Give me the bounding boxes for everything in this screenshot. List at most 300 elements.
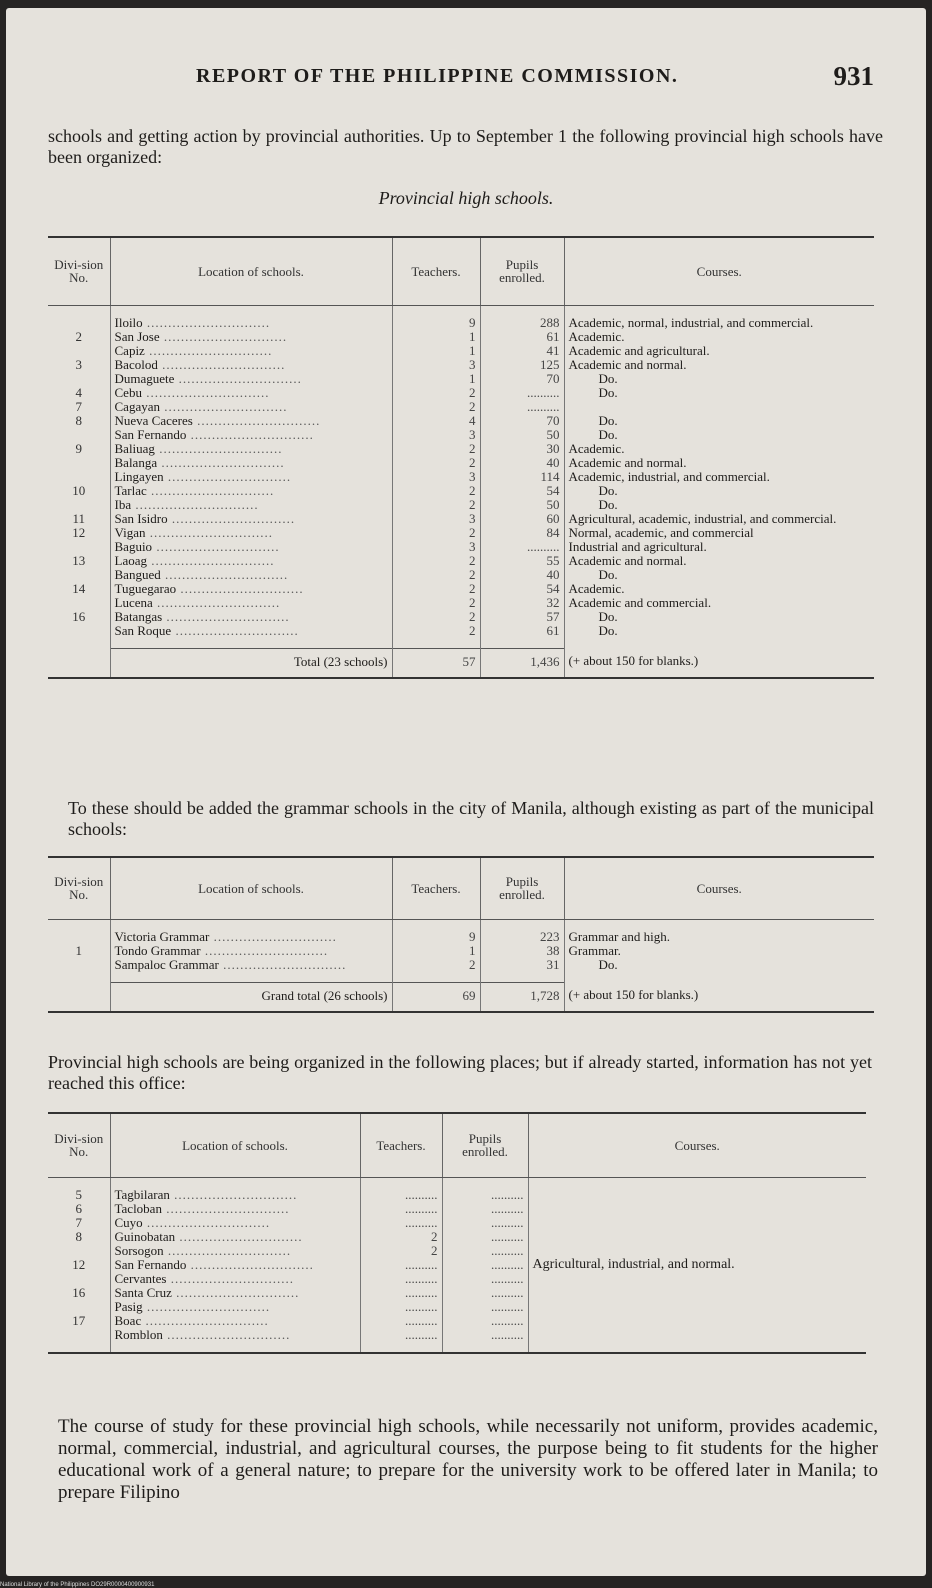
col-header-location: Location of schools. <box>110 1113 360 1177</box>
col-header-pupils: Pupils enrolled. <box>480 857 564 919</box>
leader-dots: ............................. <box>186 1257 314 1272</box>
table-row <box>48 330 874 344</box>
leader-dots: ............................. <box>152 595 281 610</box>
leader-dots: ............................. <box>152 539 280 554</box>
pupils-enrolled: 61 <box>480 330 564 344</box>
table-row <box>48 358 874 372</box>
location-name: Nueva Caceres <box>114 413 193 428</box>
location-name: Iba <box>114 497 132 512</box>
courses-description: Academic, industrial, and commercial. <box>564 470 874 484</box>
pupils-enrolled: 40 <box>480 456 564 470</box>
table-row <box>48 414 874 428</box>
leader-dots: ............................. <box>209 929 337 944</box>
leader-dots: ............................. <box>175 1229 303 1244</box>
leader-dots: ............................. <box>146 483 275 498</box>
courses-description: Grammar and high. <box>564 930 874 944</box>
division-number: 5 <box>75 1187 82 1202</box>
pupils-enrolled: 70 <box>480 414 564 428</box>
courses-description: Academic and agricultural. <box>564 344 874 358</box>
location-name: Cuyo <box>114 1215 143 1230</box>
teachers-count: 2 <box>392 456 480 470</box>
pupils-enrolled: .......... <box>442 1272 528 1286</box>
school-location <box>110 316 392 330</box>
location-name: Guinobatan <box>114 1229 176 1244</box>
provincial-high-schools-table <box>48 236 874 679</box>
pupils-enrolled: 288 <box>480 316 564 330</box>
total-row <box>48 982 874 1012</box>
courses-description: Academic. <box>564 582 874 596</box>
location-name: Bangued <box>114 567 161 582</box>
courses-description: Academic. <box>564 330 874 344</box>
table-row <box>48 442 874 456</box>
table-row <box>48 428 874 442</box>
table-row <box>48 958 874 972</box>
teachers-count: 1 <box>392 330 480 344</box>
leader-dots: ............................. <box>157 357 286 372</box>
location-name: Laoag <box>114 553 147 568</box>
teachers-count: 2 <box>392 484 480 498</box>
table-row <box>48 582 874 596</box>
leader-dots: ............................. <box>162 1327 291 1342</box>
school-location <box>110 512 392 526</box>
division-number <box>48 1328 110 1342</box>
courses-description: Academic and normal. <box>564 456 874 470</box>
table-row <box>48 1188 866 1202</box>
total-teachers: 57 <box>392 648 480 678</box>
table-row <box>48 386 874 400</box>
school-location <box>110 596 392 610</box>
leader-dots: ............................. <box>186 427 314 442</box>
school-location <box>110 470 392 484</box>
teachers-count: 1 <box>392 944 480 958</box>
leader-dots: ............................. <box>142 315 271 330</box>
teachers-count: .......... <box>360 1328 442 1342</box>
courses-description: Academic and commercial. <box>564 596 874 610</box>
location-name: Tacloban <box>114 1201 162 1216</box>
teachers-count: 1 <box>392 372 480 386</box>
table-row <box>48 456 874 470</box>
teachers-count: .......... <box>360 1258 442 1272</box>
location-name: Tagbilaran <box>114 1187 170 1202</box>
total-label: Total (23 schools) <box>110 648 392 678</box>
table-caption: Provincial high schools. <box>378 188 554 208</box>
pupils-enrolled: 31 <box>480 958 564 972</box>
location-name: Cervantes <box>114 1271 167 1286</box>
school-location <box>110 610 392 624</box>
division-number <box>48 1300 110 1314</box>
school-location <box>110 386 392 400</box>
pupils-enrolled: 54 <box>480 582 564 596</box>
division-number <box>48 470 110 484</box>
school-location <box>110 568 392 582</box>
courses-description: Do. <box>564 386 874 400</box>
total-division-blank <box>48 982 110 1012</box>
pupils-enrolled: 61 <box>480 624 564 638</box>
courses-description: Academic and normal. <box>564 554 874 568</box>
teachers-count: .......... <box>360 1314 442 1328</box>
division-number: 17 <box>72 1313 86 1328</box>
school-location <box>110 1328 360 1342</box>
leader-dots: ............................. <box>160 567 289 582</box>
courses-description: Do. <box>564 610 874 624</box>
leader-dots: ............................. <box>141 1313 269 1328</box>
location-name: Tarlac <box>114 483 147 498</box>
school-location <box>110 442 392 456</box>
table-row <box>48 484 874 498</box>
col-header-pupils: Pupils enrolled. <box>480 237 564 305</box>
location-name: Batangas <box>114 609 163 624</box>
division-number: 11 <box>72 511 86 526</box>
table-row <box>48 540 874 554</box>
running-header <box>6 61 926 95</box>
location-name: San Isidro <box>114 511 168 526</box>
teachers-count: 2 <box>392 624 480 638</box>
teachers-count: .......... <box>360 1272 442 1286</box>
division-number: 8 <box>75 1229 82 1244</box>
table-row <box>48 526 874 540</box>
division-number: 3 <box>75 357 82 372</box>
division-number: 7 <box>75 1215 82 1230</box>
report-title: REPORT OF THE PHILIPPINE COMMISSION. <box>196 65 679 87</box>
school-location <box>110 624 392 638</box>
leader-dots: ............................. <box>161 1201 290 1216</box>
col-header-location: Location of schools. <box>110 237 392 305</box>
division-number <box>48 958 110 972</box>
leader-dots: ............................. <box>163 1243 292 1258</box>
manila-grammar-schools-table <box>48 856 874 1013</box>
location-name: Pasig <box>114 1299 143 1314</box>
teachers-count: .......... <box>360 1188 442 1202</box>
table-row <box>48 568 874 582</box>
table-row <box>48 470 874 484</box>
leader-dots: ............................. <box>154 441 283 456</box>
location-name: Bacolod <box>114 357 158 372</box>
courses-description: Industrial and agricultural. <box>564 540 874 554</box>
total-division-blank <box>48 648 110 678</box>
courses-description: Do. <box>564 372 874 386</box>
courses-description: Do. <box>564 568 874 582</box>
pupils-enrolled: .......... <box>442 1216 528 1230</box>
pupils-enrolled: .......... <box>442 1300 528 1314</box>
pupils-enrolled: 50 <box>480 498 564 512</box>
location-name: Baliuag <box>114 441 155 456</box>
teachers-count: 2 <box>360 1244 442 1258</box>
leader-dots: ............................. <box>142 1299 271 1314</box>
school-location <box>110 484 392 498</box>
division-number: 16 <box>72 1285 86 1300</box>
leader-dots: ............................. <box>218 957 347 972</box>
division-number: 13 <box>72 553 86 568</box>
teachers-count: 2 <box>392 582 480 596</box>
division-number: 14 <box>72 581 86 596</box>
division-number: 10 <box>72 483 86 498</box>
pupils-enrolled: 125 <box>480 358 564 372</box>
pupils-enrolled: 223 <box>480 930 564 944</box>
school-location <box>110 1286 360 1300</box>
school-location <box>110 944 392 958</box>
location-name: Baguio <box>114 539 153 554</box>
total-note: (+ about 150 for blanks.) <box>564 648 874 678</box>
leader-dots: ............................. <box>200 943 329 958</box>
division-number <box>48 540 110 554</box>
division-number <box>48 596 110 610</box>
leader-dots: ............................. <box>162 609 290 624</box>
division-number: 2 <box>75 329 82 344</box>
table-row <box>48 316 874 330</box>
location-name: Cebu <box>114 385 142 400</box>
pupils-enrolled: 57 <box>480 610 564 624</box>
leader-dots: ............................. <box>163 469 292 484</box>
school-location <box>110 526 392 540</box>
pupils-enrolled: .......... <box>442 1202 528 1216</box>
total-label: Grand total (26 schools) <box>110 982 392 1012</box>
location-name: Capiz <box>114 343 145 358</box>
division-number: 12 <box>72 525 86 540</box>
courses-description <box>564 400 874 414</box>
leader-dots: ............................. <box>174 371 302 386</box>
location-name: Romblon <box>114 1327 163 1342</box>
table-row <box>48 498 874 512</box>
total-row <box>48 648 874 678</box>
total-teachers: 69 <box>392 982 480 1012</box>
location-name: Lingayen <box>114 469 164 484</box>
school-location <box>110 1314 360 1328</box>
col-header-teachers: Teachers. <box>392 857 480 919</box>
teachers-count: 2 <box>392 596 480 610</box>
pupils-enrolled: 114 <box>480 470 564 484</box>
division-number: 8 <box>75 413 82 428</box>
teachers-count: 2 <box>392 526 480 540</box>
pupils-enrolled: 32 <box>480 596 564 610</box>
teachers-count: .......... <box>360 1216 442 1230</box>
pupils-enrolled: 30 <box>480 442 564 456</box>
leader-dots: ............................. <box>166 1271 294 1286</box>
pupils-enrolled: 70 <box>480 372 564 386</box>
location-name: Dumaguete <box>114 371 175 386</box>
leader-dots: ............................. <box>142 1215 271 1230</box>
teachers-count: 2 <box>392 400 480 414</box>
organizing-paragraph: Provincial high schools are being organized in the following places; but if already started, information has not yet reached this office: <box>48 1052 872 1093</box>
leader-dots: ............................. <box>169 1187 298 1202</box>
location-name: San Fernando <box>114 427 187 442</box>
courses-description: Do. <box>564 498 874 512</box>
school-location <box>110 428 392 442</box>
pupils-enrolled: .......... <box>442 1286 528 1300</box>
location-name: Vigan <box>114 525 146 540</box>
school-location <box>110 582 392 596</box>
total-note: (+ about 150 for blanks.) <box>564 982 874 1012</box>
total-pupils: 1,728 <box>480 982 564 1012</box>
library-footer: National Library of the Philippines DO29R0000400900931 <box>0 1582 155 1588</box>
division-number <box>48 568 110 582</box>
pupils-enrolled: 41 <box>480 344 564 358</box>
school-location <box>110 1272 360 1286</box>
leader-dots: ............................. <box>176 581 304 596</box>
division-number <box>48 498 110 512</box>
location-name: Boac <box>114 1313 142 1328</box>
location-name: Santa Cruz <box>114 1285 172 1300</box>
school-location <box>110 540 392 554</box>
table-row <box>48 554 874 568</box>
school-location <box>110 930 392 944</box>
courses-description: Grammar. <box>564 944 874 958</box>
location-name: Iloilo <box>114 315 143 330</box>
pupils-enrolled: 55 <box>480 554 564 568</box>
teachers-count: 3 <box>392 470 480 484</box>
division-number <box>48 930 110 944</box>
courses-description: Do. <box>564 624 874 638</box>
leader-dots: ............................. <box>171 623 299 638</box>
school-location <box>110 1258 360 1272</box>
division-number: 4 <box>75 385 82 400</box>
location-name: Tuguegarao <box>114 581 177 596</box>
teachers-count: .......... <box>360 1300 442 1314</box>
document-page <box>6 8 926 1576</box>
location-name: Lucena <box>114 595 153 610</box>
col-header-pupils: Pupils enrolled. <box>442 1113 528 1177</box>
pupils-enrolled: 50 <box>480 428 564 442</box>
division-number <box>48 316 110 330</box>
courses-description: Do. <box>564 484 874 498</box>
school-location <box>110 958 392 972</box>
leader-dots: ............................. <box>159 399 288 414</box>
school-location <box>110 1188 360 1202</box>
teachers-count: .......... <box>360 1202 442 1216</box>
page-number: 931 <box>833 61 874 91</box>
school-location <box>110 358 392 372</box>
col-header-courses: Courses. <box>528 1113 866 1177</box>
division-number <box>48 624 110 638</box>
pupils-enrolled: .......... <box>442 1328 528 1342</box>
total-pupils: 1,436 <box>480 648 564 678</box>
teachers-count: 2 <box>392 958 480 972</box>
division-number: 9 <box>75 441 82 456</box>
teachers-count: 2 <box>392 554 480 568</box>
school-location <box>110 1230 360 1244</box>
pupils-enrolled: .......... <box>442 1188 528 1202</box>
pupils-enrolled: .......... <box>442 1258 528 1272</box>
teachers-count: .......... <box>360 1286 442 1300</box>
division-number: 12 <box>72 1257 86 1272</box>
pupils-enrolled: .......... <box>480 400 564 414</box>
division-number: 7 <box>75 399 82 414</box>
table-row <box>48 512 874 526</box>
school-location <box>110 400 392 414</box>
table-row <box>48 400 874 414</box>
courses-description: Agricultural, industrial, and normal. <box>528 1188 866 1342</box>
location-name: San Fernando <box>114 1257 187 1272</box>
division-number <box>48 372 110 386</box>
courses-description: Do. <box>564 958 874 972</box>
table-row <box>48 610 874 624</box>
division-number <box>48 428 110 442</box>
courses-description: Academic, normal, industrial, and commercial. <box>564 316 874 330</box>
pupils-enrolled: .......... <box>480 386 564 400</box>
division-number: 1 <box>75 943 82 958</box>
table-row <box>48 596 874 610</box>
school-location <box>110 554 392 568</box>
col-header-division: Divi-sion No. <box>48 857 110 919</box>
location-name: Balanga <box>114 455 158 470</box>
table-row <box>48 944 874 958</box>
pupils-enrolled: 54 <box>480 484 564 498</box>
teachers-count: 9 <box>392 316 480 330</box>
pupils-enrolled: .......... <box>442 1244 528 1258</box>
teachers-count: 3 <box>392 358 480 372</box>
teachers-count: 1 <box>392 344 480 358</box>
school-location <box>110 372 392 386</box>
school-location <box>110 1216 360 1230</box>
schools-being-organized-table <box>48 1112 866 1354</box>
col-header-division: Divi-sion No. <box>48 237 110 305</box>
leader-dots: ............................. <box>141 385 270 400</box>
division-number <box>48 1272 110 1286</box>
teachers-count: 3 <box>392 540 480 554</box>
leader-dots: ............................. <box>171 1285 300 1300</box>
col-header-courses: Courses. <box>564 857 874 919</box>
courses-description: Agricultural, academic, industrial, and commercial. <box>564 512 874 526</box>
col-header-courses: Courses. <box>564 237 874 305</box>
teachers-count: 2 <box>392 442 480 456</box>
division-number <box>48 456 110 470</box>
courses-description: Do. <box>564 414 874 428</box>
table-row <box>48 344 874 358</box>
leader-dots: ............................. <box>157 455 285 470</box>
teachers-count: 2 <box>360 1230 442 1244</box>
pupils-enrolled: 40 <box>480 568 564 582</box>
school-location <box>110 330 392 344</box>
teachers-count: 2 <box>392 568 480 582</box>
division-number: 16 <box>72 609 86 624</box>
leader-dots: ............................. <box>144 343 273 358</box>
pupils-enrolled: .......... <box>442 1314 528 1328</box>
school-location <box>110 456 392 470</box>
division-number <box>48 1244 110 1258</box>
course-of-study-paragraph: The course of study for these provincial high schools, while necessarily not uniform, provides academic, normal, commercial, industrial, and agricultural courses, the purpose being to fit students for the higher educational work of a general nature; to prepare for the university work to be offered later in Manila; to prepare Filipino <box>58 1416 878 1503</box>
table-row <box>48 624 874 638</box>
teachers-count: 4 <box>392 414 480 428</box>
division-number <box>48 344 110 358</box>
location-name: Sorsogon <box>114 1243 164 1258</box>
courses-description: Do. <box>564 428 874 442</box>
col-header-location: Location of schools. <box>110 857 392 919</box>
location-name: Sampaloc Grammar <box>114 957 219 972</box>
leader-dots: ............................. <box>192 413 321 428</box>
school-location <box>110 1244 360 1258</box>
leader-dots: ............................. <box>167 511 296 526</box>
pupils-enrolled: 38 <box>480 944 564 958</box>
pupils-enrolled: .......... <box>442 1230 528 1244</box>
school-location <box>110 1300 360 1314</box>
school-location <box>110 414 392 428</box>
manila-paragraph: To these should be added the grammar schools in the city of Manila, although existing as part of the municipal schools: <box>68 798 874 839</box>
teachers-count: 9 <box>392 930 480 944</box>
leader-dots: ............................. <box>159 329 288 344</box>
teachers-count: 3 <box>392 428 480 442</box>
courses-description: Normal, academic, and commercial <box>564 526 874 540</box>
col-header-teachers: Teachers. <box>392 237 480 305</box>
pupils-enrolled: .......... <box>480 540 564 554</box>
location-name: Victoria Grammar <box>114 929 210 944</box>
teachers-count: 2 <box>392 386 480 400</box>
col-header-division: Divi-sion No. <box>48 1113 110 1177</box>
location-name: Tondo Grammar <box>114 943 201 958</box>
location-name: Cagayan <box>114 399 160 414</box>
leader-dots: ............................. <box>146 553 275 568</box>
courses-description: Academic and normal. <box>564 358 874 372</box>
school-location <box>110 498 392 512</box>
pupils-enrolled: 84 <box>480 526 564 540</box>
